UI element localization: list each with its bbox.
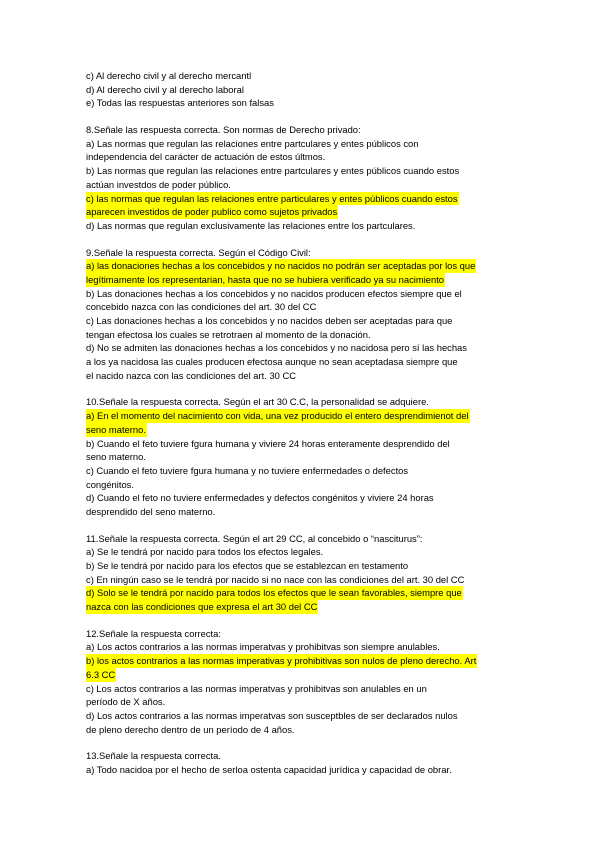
highlighted-answer-line: aparecen investidos de poder publico como sujetos privados [86,206,338,218]
question-heading: 9.Señale la respuesta correcta. Según el Código Civil: [86,246,311,258]
question-11 [86,532,506,614]
question-8 [86,123,506,233]
option-line: b) Las normas que regulan las relaciones entre partculares y entes públicos cuando estos [86,165,460,177]
question-9 [86,246,506,383]
question-12 [86,627,506,737]
option-line: congénitos. [86,478,134,490]
option-line: a) Se le tendrá por nacido para todos los efectos legales. [86,546,324,558]
option-line: el nacido nazca con las condiciones del art. 30 CC [86,369,297,381]
option-line: a) Las normas que regulan las relaciones entre partculares y entes públicos con [86,137,419,149]
option-line: d) Las normas que regulan exclusivamente las relaciones entre los partculares. [86,219,416,231]
option-line: c) En ningún caso se le tendrá por nacido si no nace con las condiciones del art. 30 del CC [86,573,465,585]
highlighted-answer-line: nazca con las condiciones que expresa el art 30 del CC [86,601,318,613]
highlighted-answer-line: 6.3 CC [86,668,116,680]
option-line: b) Cuando el feto tuviere fgura humana y viviere 24 horas enteramente desprendido del [86,437,450,449]
highlighted-answer-line: d) Solo se le tendrá por nacido para todos los efectos que le sean favorables, siempre que [86,587,462,599]
highlighted-answer-line: seno materno. [86,423,146,435]
option-line: c) Al derecho civil y al derecho mercantl [86,70,252,81]
highlighted-answer-line: b) los actos contrarios a las normas imperativas y prohibitivas son nulos de pleno derecho. Art [86,655,477,667]
option-line: e) Todas las respuestas anteriores son falsas [86,97,274,109]
option-line: c) Cuando el feto tuviere fgura humana y no tuviere enfermedades o defectos [86,464,409,476]
question-heading: 8.Señale las respuesta correcta. Son normas de Derecho privado: [86,124,361,136]
option-line: concebido nazca con las condiciones del art. 30 del CC [86,301,317,313]
highlighted-answer-line: a) En el momento del nacimiento con vida, una vez producido el entero desprendimienot del [86,410,469,422]
option-line: a los ya nacidosa las cuales producen efectosa aunque no sean aceptadasa siempre que [86,356,458,368]
option-line: seno materno. [86,451,146,463]
option-line: c) Los actos contrarios a las normas imperatvas y prohibitvas son anulables en un [86,682,427,694]
question-7-tail [86,69,506,110]
question-heading: 12.Señale la respuesta correcta: [86,627,221,639]
option-line: d) Cuando el feto no tuviere enfermedades y defectos congénitos y viviere 24 horas [86,492,434,504]
option-line: actúan investdos de poder público. [86,178,231,190]
question-heading: 11.Señale la respuesta correcta. Según el art 29 CC, al concebido o “nasciturus”: [86,532,423,544]
option-line: desprendido del seno materno. [86,505,216,517]
option-line: tengan efectosa los cuales se retrotraen al momento de la donación. [86,328,371,340]
question-heading: 13.Señale la respuesta correcta. [86,750,221,762]
option-line: b) Las donaciones hechas a los concebidos y no nacidos producen efectos siempre que el [86,287,462,299]
option-line: período de X años. [86,696,166,708]
question-13 [86,749,506,776]
option-line: d) Al derecho civil y al derecho laboral [86,83,244,95]
option-line: c) Las donaciones hechas a los concebidos y no nacidos deben ser aceptadas para que [86,315,453,326]
question-heading: 10.Señale la respuesta correcta. Según el art 30 C.C, la personalidad se adquiere. [86,396,429,408]
option-line: b) Se le tendrá por nacido para los efectos que se establezcan en testamento [86,560,409,571]
option-line: a) Los actos contrarios a las normas imperatvas y prohibitvas son siempre anulables. [86,641,440,653]
document-body [86,69,506,790]
option-line: de pleno derecho dentro de un período de 4 años. [86,723,295,735]
highlighted-answer-line: legítimamente los representarian, hasta que no se hubiera verificado ya su nacimiento [86,273,445,285]
option-line: a) Todo nacidoa por el hecho de serloa ostenta capacidad jurídica y capacidad de obrar. [86,763,452,775]
highlighted-answer-line: a) las donaciones hechas a los concebidos y no nacidos no podrán ser aceptadas por los que [86,260,476,272]
option-line: d) Los actos contrarios a las normas imperatvas son susceptbles de ser declarados nulos [86,709,458,721]
question-10 [86,395,506,518]
option-line: independencia del carácter de actuación de estos últmos. [86,151,326,163]
highlighted-answer-line: c) las normas que regulan las relaciones entre particulares y entes públicos cuando estos [86,192,458,204]
option-line: d) No se admiten las donaciones hechas a los concebidos y no nacidosa pero sí las hechas [86,342,467,354]
